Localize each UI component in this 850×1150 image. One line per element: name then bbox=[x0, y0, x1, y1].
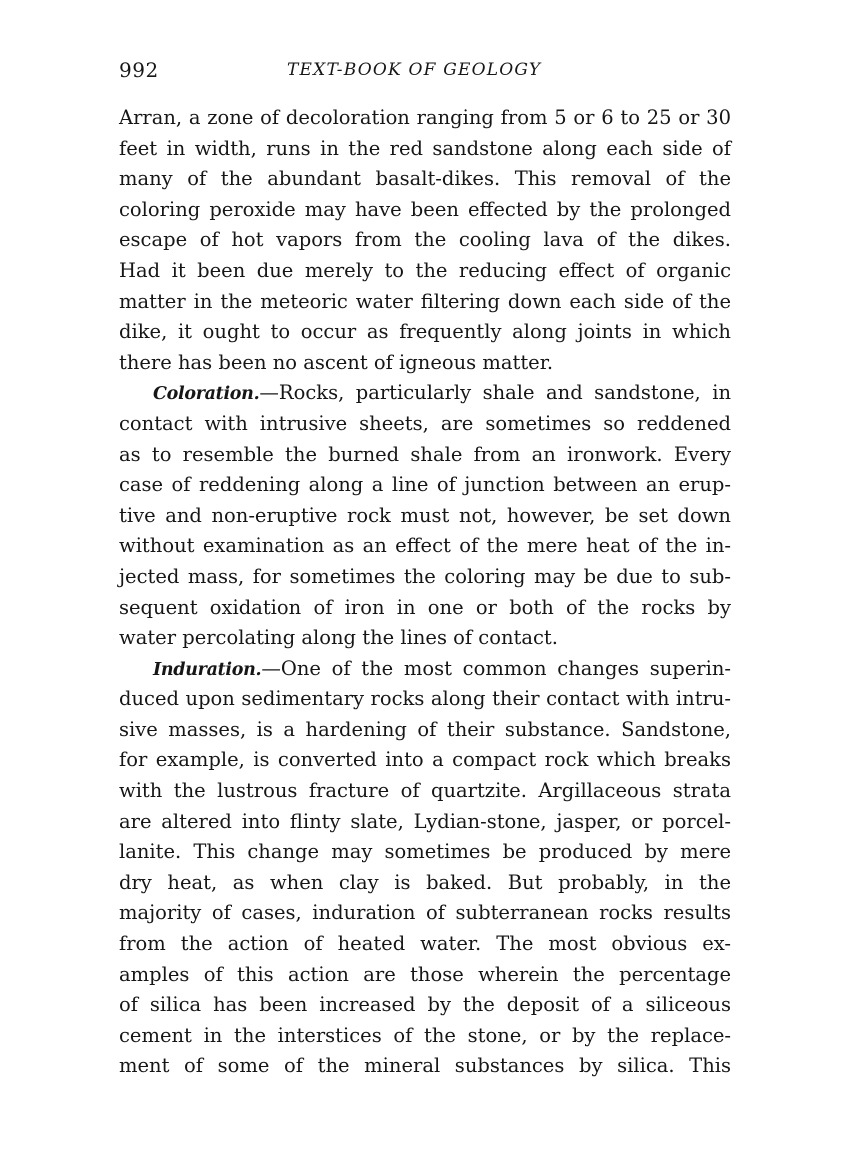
paragraph-induration bbox=[119, 654, 731, 1082]
text-line: lanite. This change may sometimes be produced by mere bbox=[119, 840, 731, 864]
text-line: are altered into flinty slate, Lydian-stone, jasper, or porcel- bbox=[119, 809, 731, 833]
text-line: dike, it ought to occur as frequently along joints in which bbox=[119, 320, 731, 344]
text-line: of silica has been increased by the deposit of a siliceous bbox=[119, 993, 731, 1017]
text-line: contact with intrusive sheets, are sometimes so reddened bbox=[119, 411, 731, 435]
text-line: as to resemble the burned shale from an ironwork. Every bbox=[119, 442, 731, 466]
text-line: Arran, a zone of decoloration ranging from 5 or 6 to 25 or 30 bbox=[119, 106, 731, 129]
text-line: case of reddening along a line of junction between an erup- bbox=[119, 473, 731, 497]
text-line: there has been no ascent of igneous matter. bbox=[119, 350, 554, 374]
text-line: sive masses, is a hardening of their substance. Sandstone, bbox=[119, 717, 731, 741]
text-line bbox=[119, 378, 731, 409]
paragraph-coloration bbox=[119, 378, 731, 653]
text-line: matter in the meteoric water filtering down each side of the bbox=[119, 289, 731, 313]
text-line-rest: —One of the most common changes superin- bbox=[261, 656, 731, 680]
text-line: majority of cases, induration of subterranean rocks results bbox=[119, 901, 731, 925]
section-heading-induration: Induration. bbox=[153, 659, 262, 680]
text-line: cement in the interstices of the stone, or by the replace- bbox=[119, 1023, 731, 1047]
section-heading-coloration: Coloration. bbox=[153, 384, 260, 405]
text-line: escape of hot vapors from the cooling lava of the dikes. bbox=[119, 228, 731, 252]
text-line: for example, is converted into a compact rock which breaks bbox=[119, 748, 731, 772]
page-number: 992 bbox=[119, 58, 159, 82]
text-line: sequent oxidation of iron in one or both of the rocks by bbox=[119, 595, 731, 619]
text-line: with the lustrous fracture of quartzite. Argillaceous strata bbox=[119, 779, 731, 803]
text-line: feet in width, runs in the red sandstone along each side of bbox=[119, 136, 731, 160]
text-line: jected mass, for sometimes the coloring may be due to sub- bbox=[119, 564, 731, 588]
text-line: duced upon sedimentary rocks along their contact with intru- bbox=[119, 687, 731, 711]
text-line: Had it been due merely to the reducing effect of organic bbox=[119, 258, 731, 282]
running-title: TEXT-BOOK OF GEOLOGY bbox=[287, 60, 542, 80]
text-line: from the action of heated water. The most obvious ex- bbox=[119, 932, 731, 956]
text-line: coloring peroxide may have been effected by the prolonged bbox=[119, 197, 731, 221]
running-head bbox=[119, 58, 731, 88]
text-line: many of the abundant basalt-dikes. This removal of the bbox=[119, 167, 731, 191]
text-line: tive and non-eruptive rock must not, however, be set down bbox=[119, 503, 731, 527]
text-line: amples of this action are those wherein the percentage bbox=[119, 962, 731, 986]
text-line: water percolating along the lines of contact. bbox=[119, 626, 558, 650]
text-line: dry heat, as when clay is baked. But probably, in the bbox=[119, 870, 731, 894]
paragraph-decoloration bbox=[119, 103, 731, 378]
text-line bbox=[119, 654, 731, 685]
text-line: ment of some of the mineral substances by silica. This bbox=[119, 1054, 731, 1078]
body-text bbox=[119, 103, 731, 1082]
text-line-rest: —Rocks, particularly shale and sandstone, in bbox=[259, 381, 731, 405]
text-line: without examination as an effect of the mere heat of the in- bbox=[119, 534, 731, 558]
